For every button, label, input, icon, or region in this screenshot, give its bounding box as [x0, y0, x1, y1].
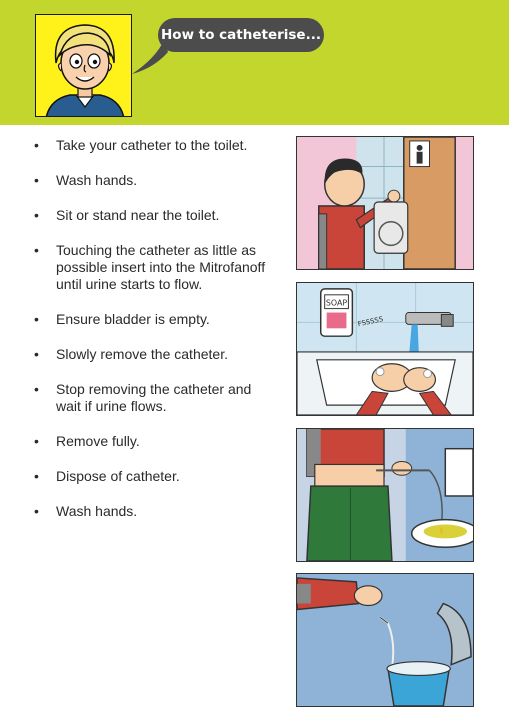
sound-text: FSSSSS [357, 315, 384, 329]
man-sign-icon [417, 145, 423, 151]
step-2: • Wash hands. [34, 172, 274, 189]
step-10: • Wash hands. [34, 503, 274, 520]
nurse-face-icon [36, 15, 132, 117]
speech-bubble [158, 18, 324, 52]
illustration-dispose-bin [296, 573, 474, 707]
illustration-wash-hands [296, 282, 474, 416]
step-8: • Remove fully. [34, 433, 274, 450]
step-3: • Sit or stand near the toilet. [34, 207, 274, 224]
step-7: • Stop removing the catheter and wait if urine flows. [34, 381, 274, 415]
step-9: • Dispose of catheter. [34, 468, 274, 485]
illustration-toilet-door [296, 136, 474, 270]
step-1: • Take your catheter to the toilet. [34, 137, 274, 154]
instruction-list [34, 137, 274, 538]
soap-label: SOAP [325, 298, 348, 308]
step-4: • Touching the catheter as little as possible insert into the Mitrofanoff until urine starts to flow. [34, 242, 274, 293]
header-banner [0, 0, 509, 125]
step-5: • Ensure bladder is empty. [34, 311, 274, 328]
speech-text: How to catheterise... [161, 27, 321, 43]
avatar [35, 14, 132, 117]
illustration-catheter-toilet [296, 428, 474, 562]
step-6: • Slowly remove the catheter. [34, 346, 274, 363]
